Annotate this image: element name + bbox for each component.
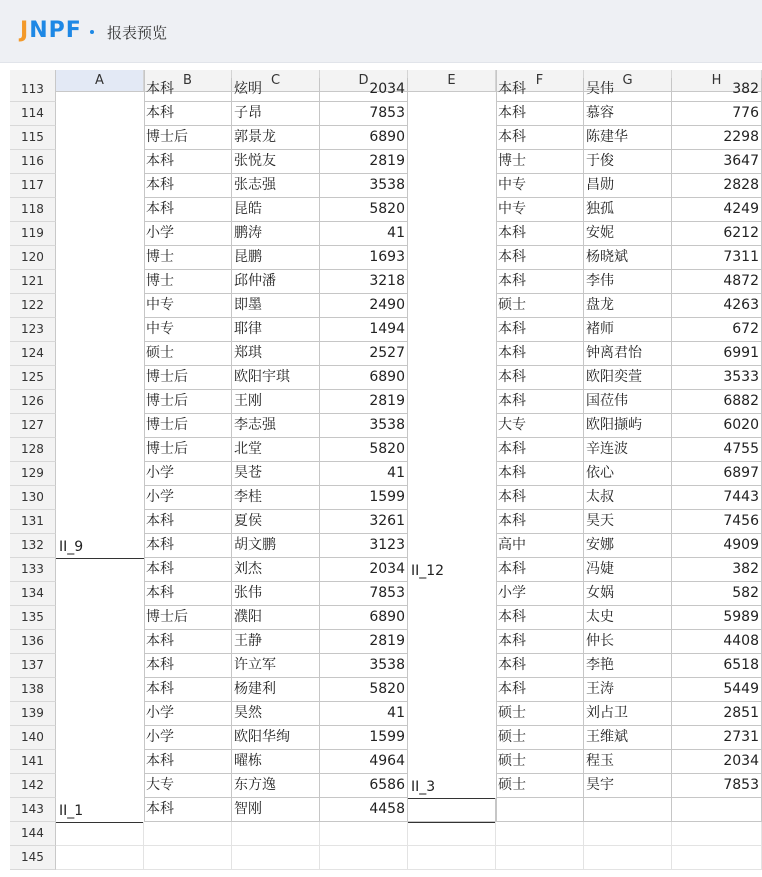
cell-b[interactable]: 博士 <box>144 246 232 270</box>
cell-c[interactable]: 欧阳华绚 <box>232 726 320 750</box>
cell-g[interactable]: 李艳 <box>584 654 672 678</box>
cell-f[interactable]: 硕士 <box>496 726 584 750</box>
cell-c[interactable]: 炫明 <box>232 78 320 102</box>
cell-c[interactable]: 张志强 <box>232 174 320 198</box>
cell-b[interactable]: 小学 <box>144 486 232 510</box>
cell-g[interactable]: 仲长 <box>584 630 672 654</box>
cell-g[interactable]: 慕容 <box>584 102 672 126</box>
cell-h[interactable]: 2828 <box>672 174 762 198</box>
row-header[interactable]: 113 <box>10 78 56 102</box>
cell-g[interactable]: 辛连波 <box>584 438 672 462</box>
cell-c[interactable]: 东方逸 <box>232 774 320 798</box>
cell-h[interactable]: 7311 <box>672 246 762 270</box>
cell-c[interactable]: 王静 <box>232 630 320 654</box>
row-header[interactable]: 138 <box>10 678 56 702</box>
cell-g[interactable]: 钟离君怡 <box>584 342 672 366</box>
cell-g[interactable]: 陈建华 <box>584 126 672 150</box>
cell-c[interactable]: 郭景龙 <box>232 126 320 150</box>
cell-f[interactable]: 本科 <box>496 510 584 534</box>
cell-f[interactable]: 小学 <box>496 582 584 606</box>
cell-f[interactable]: 本科 <box>496 246 584 270</box>
row-header[interactable]: 122 <box>10 294 56 318</box>
cell-h[interactable]: 5449 <box>672 678 762 702</box>
cell-h[interactable]: 6020 <box>672 414 762 438</box>
row-header[interactable]: 141 <box>10 750 56 774</box>
cell-g[interactable]: 太史 <box>584 606 672 630</box>
cell-b[interactable]: 小学 <box>144 462 232 486</box>
cell-c[interactable]: 邱仲潘 <box>232 270 320 294</box>
separator-dot-icon <box>90 30 94 34</box>
cell-c[interactable]: 濮阳 <box>232 606 320 630</box>
cell-c[interactable]: 张悦友 <box>232 150 320 174</box>
cell-e[interactable] <box>408 798 496 822</box>
cell-b[interactable]: 小学 <box>144 702 232 726</box>
row-header[interactable]: 134 <box>10 582 56 606</box>
cell-d[interactable]: 41 <box>320 222 408 246</box>
cell-c[interactable]: 昊苍 <box>232 462 320 486</box>
cell-b[interactable]: 硕士 <box>144 342 232 366</box>
row-header[interactable]: 139 <box>10 702 56 726</box>
cell-c[interactable]: 耶律 <box>232 318 320 342</box>
cell-b[interactable]: 本科 <box>144 750 232 774</box>
cell-g[interactable]: 安妮 <box>584 222 672 246</box>
row-header[interactable]: 136 <box>10 630 56 654</box>
cell-c[interactable]: 李志强 <box>232 414 320 438</box>
cell-d[interactable]: 2819 <box>320 630 408 654</box>
row-header[interactable]: 142 <box>10 774 56 798</box>
cell-e[interactable] <box>408 822 496 846</box>
cell-b[interactable]: 本科 <box>144 678 232 702</box>
cell-c[interactable] <box>232 846 320 870</box>
cell-g[interactable]: 昊宇 <box>584 774 672 798</box>
row-header[interactable]: 144 <box>10 822 56 846</box>
cell-h[interactable]: 6897 <box>672 462 762 486</box>
cell-g[interactable] <box>584 822 672 846</box>
top-bar <box>0 0 762 63</box>
cell-d[interactable]: 3261 <box>320 510 408 534</box>
cell-g[interactable]: 于俊 <box>584 150 672 174</box>
cell-h[interactable]: 582 <box>672 582 762 606</box>
cell-h[interactable]: 776 <box>672 102 762 126</box>
cell-f[interactable]: 本科 <box>496 486 584 510</box>
cell-g[interactable] <box>584 846 672 870</box>
cell-h[interactable]: 4263 <box>672 294 762 318</box>
cell-b[interactable]: 本科 <box>144 798 232 822</box>
cell-a[interactable] <box>56 822 144 846</box>
cell-d[interactable]: 6586 <box>320 774 408 798</box>
cell-d[interactable]: 1494 <box>320 318 408 342</box>
cell-f[interactable]: 硕士 <box>496 750 584 774</box>
cell-c[interactable]: 北堂 <box>232 438 320 462</box>
cell-f[interactable]: 硕士 <box>496 294 584 318</box>
cell-b[interactable]: 博士后 <box>144 438 232 462</box>
cell-f[interactable]: 博士 <box>496 150 584 174</box>
cell-g[interactable]: 安娜 <box>584 534 672 558</box>
cell-h[interactable] <box>672 798 762 822</box>
cell-d[interactable]: 2034 <box>320 78 408 102</box>
cell-a[interactable] <box>56 846 144 870</box>
row-header[interactable]: 133 <box>10 558 56 582</box>
cell-f[interactable]: 本科 <box>496 462 584 486</box>
cell-h[interactable]: 3647 <box>672 150 762 174</box>
cell-f[interactable]: 硕士 <box>496 774 584 798</box>
cell-h[interactable]: 382 <box>672 78 762 102</box>
cell-g[interactable]: 李伟 <box>584 270 672 294</box>
cell-b[interactable]: 本科 <box>144 558 232 582</box>
row-header[interactable]: 145 <box>10 846 56 870</box>
cell-g[interactable]: 杨晓斌 <box>584 246 672 270</box>
app-logo <box>20 18 82 43</box>
row-header[interactable]: 126 <box>10 390 56 414</box>
cell-g[interactable]: 国莅伟 <box>584 390 672 414</box>
cell-d[interactable]: 3538 <box>320 414 408 438</box>
cell-g[interactable]: 王维斌 <box>584 726 672 750</box>
row-header[interactable]: 130 <box>10 486 56 510</box>
cell-d[interactable]: 2527 <box>320 342 408 366</box>
cell-b[interactable]: 博士后 <box>144 414 232 438</box>
cell-c[interactable]: 许立军 <box>232 654 320 678</box>
cell-b[interactable]: 本科 <box>144 510 232 534</box>
cell-b[interactable]: 中专 <box>144 318 232 342</box>
cell-b[interactable]: 本科 <box>144 78 232 102</box>
cell-b[interactable]: 本科 <box>144 654 232 678</box>
cell-c[interactable]: 曜栋 <box>232 750 320 774</box>
cell-d[interactable]: 41 <box>320 702 408 726</box>
cell-c[interactable] <box>232 822 320 846</box>
cell-d[interactable]: 2819 <box>320 150 408 174</box>
row-header[interactable]: 125 <box>10 366 56 390</box>
cell-b[interactable]: 博士后 <box>144 126 232 150</box>
cell-b[interactable] <box>144 846 232 870</box>
cell-f[interactable]: 本科 <box>496 102 584 126</box>
cell-g[interactable]: 褚师 <box>584 318 672 342</box>
cell-f[interactable] <box>496 798 584 822</box>
cell-h[interactable]: 4872 <box>672 270 762 294</box>
cell-g[interactable]: 刘占卫 <box>584 702 672 726</box>
cell-g[interactable]: 昊天 <box>584 510 672 534</box>
cell-h[interactable]: 2298 <box>672 126 762 150</box>
cell-b[interactable]: 本科 <box>144 582 232 606</box>
row-header[interactable]: 127 <box>10 414 56 438</box>
row-header[interactable]: 120 <box>10 246 56 270</box>
cell-f[interactable] <box>496 822 584 846</box>
column-header-f[interactable]: F <box>496 70 584 91</box>
group-label-e2: II_3 <box>411 779 436 795</box>
cell-g[interactable]: 昌勋 <box>584 174 672 198</box>
spreadsheet-grid[interactable] <box>10 70 762 877</box>
row-header[interactable]: 119 <box>10 222 56 246</box>
cell-d[interactable]: 1599 <box>320 726 408 750</box>
cell-h[interactable]: 6991 <box>672 342 762 366</box>
cell-b[interactable]: 本科 <box>144 630 232 654</box>
cell-f[interactable]: 本科 <box>496 366 584 390</box>
logo-letter: J <box>20 18 30 43</box>
cell-d[interactable]: 1599 <box>320 486 408 510</box>
row-header[interactable]: 137 <box>10 654 56 678</box>
cell-g[interactable]: 王涛 <box>584 678 672 702</box>
group-label-a1: II_9 <box>59 539 84 555</box>
cell-f[interactable] <box>496 846 584 870</box>
cell-d[interactable]: 3538 <box>320 174 408 198</box>
cell-h[interactable]: 6212 <box>672 222 762 246</box>
cell-b[interactable]: 博士 <box>144 270 232 294</box>
cell-c[interactable]: 张伟 <box>232 582 320 606</box>
cell-h[interactable]: 2731 <box>672 726 762 750</box>
cell-c[interactable]: 欧阳宇琪 <box>232 366 320 390</box>
cell-g[interactable]: 太叔 <box>584 486 672 510</box>
row-header[interactable]: 124 <box>10 342 56 366</box>
cell-f[interactable]: 本科 <box>496 222 584 246</box>
row-header[interactable]: 140 <box>10 726 56 750</box>
cell-f[interactable]: 本科 <box>496 342 584 366</box>
cell-b[interactable]: 本科 <box>144 102 232 126</box>
cell-d[interactable]: 7853 <box>320 582 408 606</box>
cell-c[interactable]: 子昂 <box>232 102 320 126</box>
row-header[interactable]: 121 <box>10 270 56 294</box>
cell-b[interactable]: 博士后 <box>144 366 232 390</box>
cell-d[interactable]: 2034 <box>320 558 408 582</box>
cell-f[interactable]: 本科 <box>496 558 584 582</box>
cell-f[interactable]: 本科 <box>496 678 584 702</box>
column-header-a[interactable]: A <box>56 70 144 91</box>
row-header[interactable]: 129 <box>10 462 56 486</box>
cell-f[interactable]: 硕士 <box>496 702 584 726</box>
column-header-d[interactable]: D <box>320 70 408 91</box>
cell-h[interactable]: 7456 <box>672 510 762 534</box>
cell-b[interactable]: 小学 <box>144 726 232 750</box>
cell-b[interactable]: 博士后 <box>144 606 232 630</box>
row-header[interactable]: 143 <box>10 798 56 822</box>
cell-d[interactable]: 4458 <box>320 798 408 822</box>
row-header[interactable]: 131 <box>10 510 56 534</box>
cell-d[interactable]: 5820 <box>320 678 408 702</box>
cell-b[interactable]: 博士后 <box>144 390 232 414</box>
logo-text: NPF <box>29 18 82 43</box>
cell-g[interactable]: 吴伟 <box>584 78 672 102</box>
cell-g[interactable]: 独孤 <box>584 198 672 222</box>
page-title: 报表预览 <box>107 24 168 42</box>
cell-d[interactable]: 6890 <box>320 126 408 150</box>
cell-f[interactable]: 本科 <box>496 318 584 342</box>
cell-g[interactable] <box>584 798 672 822</box>
cell-c[interactable]: 胡文鹏 <box>232 534 320 558</box>
cell-h[interactable]: 4249 <box>672 198 762 222</box>
cell-d[interactable] <box>320 822 408 846</box>
row-header[interactable]: 116 <box>10 150 56 174</box>
cell-b[interactable]: 小学 <box>144 222 232 246</box>
cell-b[interactable]: 本科 <box>144 174 232 198</box>
cell-d[interactable]: 5820 <box>320 198 408 222</box>
row-header[interactable]: 117 <box>10 174 56 198</box>
cell-f[interactable]: 本科 <box>496 78 584 102</box>
cell-h[interactable]: 2851 <box>672 702 762 726</box>
merged-col-e-border <box>496 70 497 822</box>
cell-d[interactable]: 5820 <box>320 438 408 462</box>
cell-f[interactable]: 高中 <box>496 534 584 558</box>
cell-h[interactable] <box>672 846 762 870</box>
cell-b[interactable]: 本科 <box>144 198 232 222</box>
row-header[interactable]: 114 <box>10 102 56 126</box>
cell-h[interactable]: 3533 <box>672 366 762 390</box>
cell-g[interactable]: 欧阳撷屿 <box>584 414 672 438</box>
column-header-c[interactable]: C <box>232 70 320 91</box>
group-label-e1: II_12 <box>411 563 445 579</box>
cell-d[interactable]: 4964 <box>320 750 408 774</box>
cell-f[interactable]: 本科 <box>496 438 584 462</box>
cell-d[interactable]: 3538 <box>320 654 408 678</box>
cell-d[interactable]: 41 <box>320 462 408 486</box>
cell-d[interactable]: 2490 <box>320 294 408 318</box>
cell-c[interactable]: 王刚 <box>232 390 320 414</box>
cell-c[interactable]: 夏侯 <box>232 510 320 534</box>
cell-d[interactable]: 7853 <box>320 102 408 126</box>
cell-g[interactable]: 盘龙 <box>584 294 672 318</box>
cell-c[interactable]: 鹏涛 <box>232 222 320 246</box>
cell-c[interactable]: 智刚 <box>232 798 320 822</box>
cell-f[interactable]: 本科 <box>496 126 584 150</box>
cell-d[interactable]: 3218 <box>320 270 408 294</box>
cell-h[interactable]: 4909 <box>672 534 762 558</box>
row-header[interactable]: 128 <box>10 438 56 462</box>
row-header[interactable]: 118 <box>10 198 56 222</box>
cell-d[interactable]: 6890 <box>320 606 408 630</box>
cell-h[interactable]: 7853 <box>672 774 762 798</box>
column-header-h[interactable]: H <box>672 70 762 91</box>
cell-h[interactable]: 7443 <box>672 486 762 510</box>
cell-d[interactable]: 2819 <box>320 390 408 414</box>
cell-c[interactable]: 杨建利 <box>232 678 320 702</box>
cell-f[interactable]: 本科 <box>496 390 584 414</box>
cell-g[interactable]: 欧阳奕萱 <box>584 366 672 390</box>
cell-c[interactable]: 昆皓 <box>232 198 320 222</box>
cell-b[interactable]: 本科 <box>144 534 232 558</box>
cell-b[interactable]: 本科 <box>144 150 232 174</box>
cell-h[interactable] <box>672 822 762 846</box>
merged-col-a-border <box>144 70 145 822</box>
column-header-g[interactable]: G <box>584 70 672 91</box>
cell-c[interactable]: 刘杰 <box>232 558 320 582</box>
cell-b[interactable] <box>144 822 232 846</box>
cell-d[interactable]: 1693 <box>320 246 408 270</box>
row-header[interactable]: 132 <box>10 534 56 558</box>
cell-f[interactable]: 中专 <box>496 174 584 198</box>
cell-f[interactable]: 本科 <box>496 606 584 630</box>
row-header[interactable]: 123 <box>10 318 56 342</box>
cell-b[interactable]: 大专 <box>144 774 232 798</box>
group-divider-a1 <box>56 558 144 559</box>
cell-h[interactable]: 4408 <box>672 630 762 654</box>
cell-c[interactable]: 昆鹏 <box>232 246 320 270</box>
cell-f[interactable]: 本科 <box>496 270 584 294</box>
cell-h[interactable]: 6882 <box>672 390 762 414</box>
row-header[interactable]: 135 <box>10 606 56 630</box>
cell-g[interactable]: 冯婕 <box>584 558 672 582</box>
cell-f[interactable]: 本科 <box>496 654 584 678</box>
cell-h[interactable]: 6518 <box>672 654 762 678</box>
cell-c[interactable]: 昊然 <box>232 702 320 726</box>
cell-c[interactable]: 即墨 <box>232 294 320 318</box>
row-header[interactable]: 115 <box>10 126 56 150</box>
cell-f[interactable]: 大专 <box>496 414 584 438</box>
cell-e[interactable] <box>408 846 496 870</box>
cell-h[interactable]: 5989 <box>672 606 762 630</box>
cell-d[interactable]: 6890 <box>320 366 408 390</box>
cell-h[interactable]: 382 <box>672 558 762 582</box>
cell-h[interactable]: 2034 <box>672 750 762 774</box>
column-header-e[interactable]: E <box>408 70 496 91</box>
group-label-a2: II_1 <box>59 803 84 819</box>
cell-c[interactable]: 李桂 <box>232 486 320 510</box>
cell-g[interactable]: 程玉 <box>584 750 672 774</box>
cell-d[interactable]: 3123 <box>320 534 408 558</box>
column-header-b[interactable]: B <box>144 70 232 91</box>
cell-c[interactable]: 郑琪 <box>232 342 320 366</box>
cell-g[interactable]: 依心 <box>584 462 672 486</box>
cell-d[interactable] <box>320 846 408 870</box>
cell-h[interactable]: 672 <box>672 318 762 342</box>
cell-b[interactable]: 中专 <box>144 294 232 318</box>
cell-f[interactable]: 本科 <box>496 630 584 654</box>
cell-f[interactable]: 中专 <box>496 198 584 222</box>
cell-g[interactable]: 女娲 <box>584 582 672 606</box>
cell-h[interactable]: 4755 <box>672 438 762 462</box>
